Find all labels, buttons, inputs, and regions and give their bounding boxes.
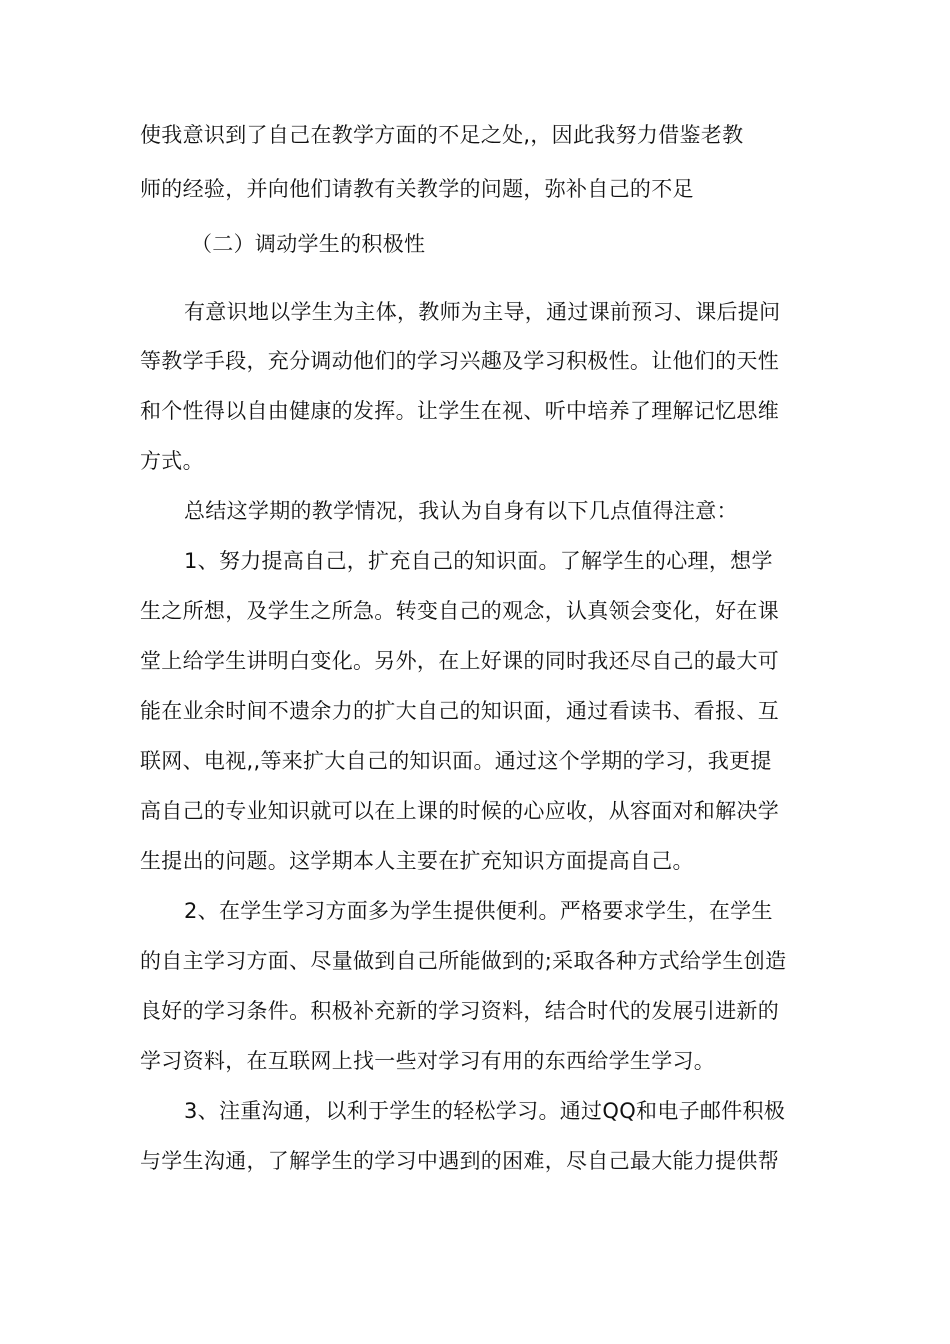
text-line: 堂上给学生讲明白变化。另外，在上好课的同时我还尽自己的最大可 [140,649,779,673]
text-line: 与学生沟通，了解学生的学习中遇到的困难，尽自己最大能力提供帮 [140,1149,779,1173]
text-line: 师的经验，并向他们请教有关教学的问题，弥补自己的不足 [140,177,694,201]
text-line: 等教学手段，充分调动他们的学习兴趣及学习积极性。让他们的天性 [140,349,779,373]
section-heading: （二）调动学生的积极性 [191,232,426,256]
text-line: 3、注重沟通，以利于学生的轻松学习。通过QQ和电子邮件积极 [184,1099,786,1123]
text-line: 生之所想，及学生之所急。转变自己的观念，认真领会变化，好在课 [140,599,779,623]
text-line: 和个性得以自由健康的发挥。让学生在视、听中培养了理解记忆思维 [140,399,779,423]
text-line: 高自己的专业知识就可以在上课的时候的心应收，从容面对和解决学 [140,799,779,823]
text-line: 使我意识到了自己在教学方面的不足之处,，因此我努力借鉴老教 [140,123,744,147]
text-line: 良好的学习条件。积极补充新的学习资料，结合时代的发展引进新的 [140,999,779,1023]
text-line: 学习资料，在互联网上找一些对学习有用的东西给学生学习。 [140,1049,716,1073]
text-line: 联网、电视,,等来扩大自己的知识面。通过这个学期的学习，我更提 [140,749,772,773]
text-line: 的自主学习方面、尽量做到自己所能做到的;采取各种方式给学生创造 [140,949,787,973]
text-line: 有意识地以学生为主体，教师为主导，通过课前预习、课后提问 [184,300,781,324]
text-line: 1、努力提高自己，扩充自己的知识面。了解学生的心理，想学 [184,549,773,573]
text-line: 生提出的问题。这学期本人主要在扩充知识方面提高自己。 [140,849,694,873]
text-line: 能在业余时间不遗余力的扩大自己的知识面，通过看读书、看报、互 [140,699,779,723]
text-line: 2、在学生学习方面多为学生提供便利。严格要求学生，在学生 [184,899,773,923]
text-line: 方式。 [140,449,204,473]
text-line: 总结这学期的教学情况，我认为自身有以下几点值得注意： [184,499,738,523]
